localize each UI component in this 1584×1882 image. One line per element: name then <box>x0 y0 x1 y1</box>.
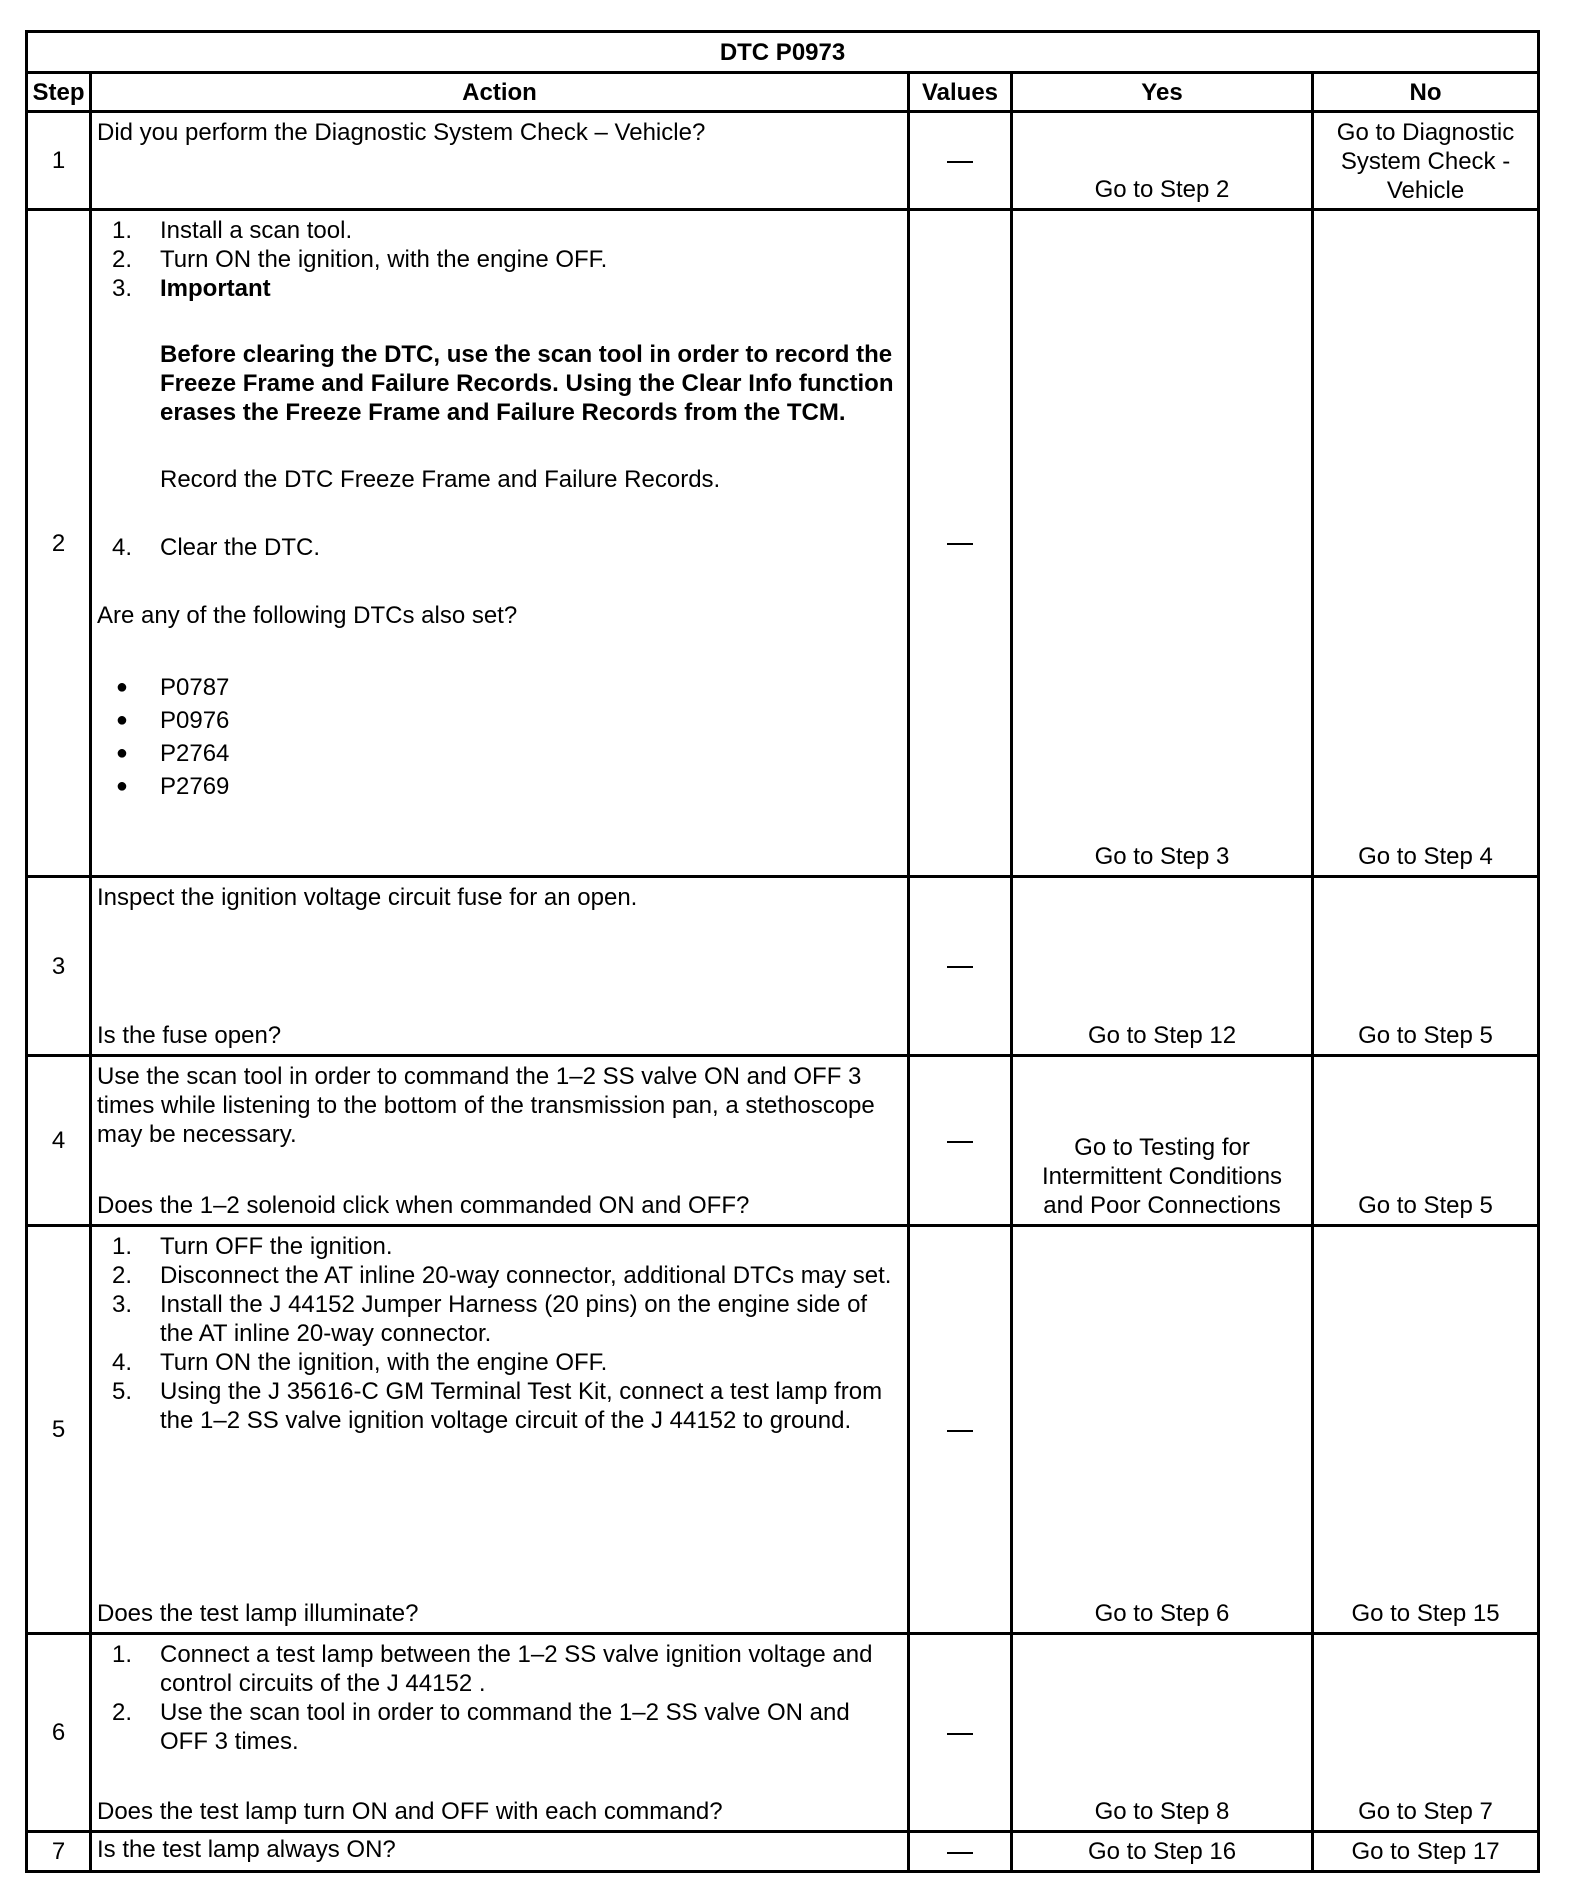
list-item: 4. Turn ON the ignition, with the engine OFF. <box>111 1349 608 1376</box>
action-cell <box>91 1056 909 1226</box>
header-yes: Yes <box>1012 73 1313 112</box>
question-text: Did you perform the Diagnostic System Check – Vehicle? <box>97 119 706 146</box>
question-text: Does the test lamp turn ON and OFF with each command? <box>97 1798 723 1825</box>
values-cell <box>909 877 1012 1056</box>
values-cell <box>909 1056 1012 1226</box>
list-item: ● P2769 <box>115 773 230 800</box>
yes-result: Go to Step 2 <box>1012 112 1313 210</box>
list-item: 2. Use the scan tool in order to command the 1–2 SS valve ON and OFF 3 times. <box>111 1699 850 1755</box>
header-step: Step <box>27 73 91 112</box>
dtc-list <box>97 671 901 803</box>
no-result: Go to Step 15 <box>1313 1226 1539 1634</box>
question-text: Is the test lamp always ON? <box>97 1836 396 1863</box>
list-item: 1. Turn OFF the ignition. <box>111 1233 393 1260</box>
yes-result: Go to Step 6 <box>1012 1226 1313 1634</box>
step-number: 1 <box>27 112 91 210</box>
list-item: 2. Disconnect the AT inline 20-way connector, additional DTCs may set. <box>111 1262 892 1289</box>
table-title: DTC P0973 <box>27 32 1539 73</box>
table-row-step-5 <box>27 1226 1539 1634</box>
action-text: Use the scan tool in order to command the 1–2 SS valve ON and OFF 3 times while listening to the bottom of the transmission pan, a stethoscope may be necessary. <box>97 1063 875 1148</box>
values-cell <box>909 210 1012 877</box>
table-row-step-6 <box>27 1634 1539 1832</box>
dash-mark <box>947 543 973 545</box>
action-cell <box>91 877 909 1056</box>
header-action: Action <box>91 73 909 112</box>
step-number: 7 <box>27 1832 91 1872</box>
action-text: Inspect the ignition voltage circuit fuse for an open. <box>97 884 638 911</box>
yes-result: Go to Step 12 <box>1012 877 1313 1056</box>
dash-mark <box>947 1852 973 1854</box>
question-text: Does the 1–2 solenoid click when commanded ON and OFF? <box>97 1192 750 1219</box>
no-result: Go to Step 5 <box>1313 877 1539 1056</box>
question-text: Are any of the following DTCs also set? <box>97 602 518 629</box>
list-item: 1. Connect a test lamp between the 1–2 SS valve ignition voltage and control circuits of the J 44152 . <box>111 1641 873 1697</box>
yes-result: Go to Step 3 <box>1012 210 1313 877</box>
action-cell <box>91 112 909 210</box>
record-instruction: Record the DTC Freeze Frame and Failure Records. <box>160 466 721 493</box>
list-item: ● P0787 <box>115 674 230 701</box>
header-no: No <box>1313 73 1539 112</box>
list-item: 4. Clear the DTC. <box>111 534 321 561</box>
yes-result: Go to Testing for Intermittent Conditions and Poor Connections <box>1012 1056 1313 1226</box>
step-number: 4 <box>27 1056 91 1226</box>
dash-mark <box>947 1141 973 1143</box>
header-row <box>27 73 1539 112</box>
header-values: Values <box>909 73 1012 112</box>
list-item: ● P2764 <box>115 740 230 767</box>
no-result: Go to Step 17 <box>1313 1832 1539 1872</box>
action-cell <box>91 1226 909 1634</box>
step-number: 2 <box>27 210 91 877</box>
table-row-step-7 <box>27 1832 1539 1872</box>
dash-mark <box>947 161 973 163</box>
action-list <box>97 1640 901 1756</box>
step-number: 6 <box>27 1634 91 1832</box>
dash-mark <box>947 1733 973 1735</box>
action-list <box>97 216 901 562</box>
no-result: Go to Step 7 <box>1313 1634 1539 1832</box>
important-note: Before clearing the DTC, use the scan tool in order to record the Freeze Frame and Failure Records. Using the Clear Info function erases the Freeze Frame and Failure Records from the TCM. <box>160 341 894 426</box>
dash-mark <box>947 1430 973 1432</box>
action-cell <box>91 210 909 877</box>
values-cell <box>909 1226 1012 1634</box>
values-cell <box>909 1832 1012 1872</box>
list-item: ● P0976 <box>115 707 230 734</box>
dash-mark <box>947 966 973 968</box>
no-result: Go to Step 5 <box>1313 1056 1539 1226</box>
no-result: Go to Step 4 <box>1313 210 1539 877</box>
list-item: 3. Important Before clearing the DTC, use the scan tool in order to record the Freeze Frame and Failure Records. Using the Clear Info function erases the Freeze Frame and Failure Records from the TCM. Record the DTC Freeze Frame and Failure Records. <box>97 274 901 533</box>
table-row-step-3 <box>27 877 1539 1056</box>
action-list <box>97 1232 901 1435</box>
diagnostic-table <box>25 30 1540 1873</box>
values-cell <box>909 112 1012 210</box>
values-cell <box>909 1634 1012 1832</box>
question-text: Does the test lamp illuminate? <box>97 1600 419 1627</box>
question-text: Is the fuse open? <box>97 1022 282 1049</box>
list-item: 1. Install a scan tool. <box>111 217 353 244</box>
action-cell <box>91 1832 909 1872</box>
yes-result: Go to Step 16 <box>1012 1832 1313 1872</box>
step-number: 3 <box>27 877 91 1056</box>
list-item: 2. Turn ON the ignition, with the engine OFF. <box>111 246 608 273</box>
table-row-step-1 <box>27 112 1539 210</box>
step-number: 5 <box>27 1226 91 1634</box>
list-item: 3. Install the J 44152 Jumper Harness (20 pins) on the engine side of the AT inline 20-way connector. <box>111 1291 868 1347</box>
action-cell <box>91 1634 909 1832</box>
table-row-step-4 <box>27 1056 1539 1226</box>
important-heading: Important <box>160 275 271 302</box>
no-result: Go to Diagnostic System Check - Vehicle <box>1313 112 1539 210</box>
table-row-step-2 <box>27 210 1539 877</box>
yes-result: Go to Step 8 <box>1012 1634 1313 1832</box>
list-item: 5. Using the J 35616-C GM Terminal Test Kit, connect a test lamp from the 1–2 SS valve ignition voltage circuit of the J 44152 to ground. <box>111 1378 883 1434</box>
